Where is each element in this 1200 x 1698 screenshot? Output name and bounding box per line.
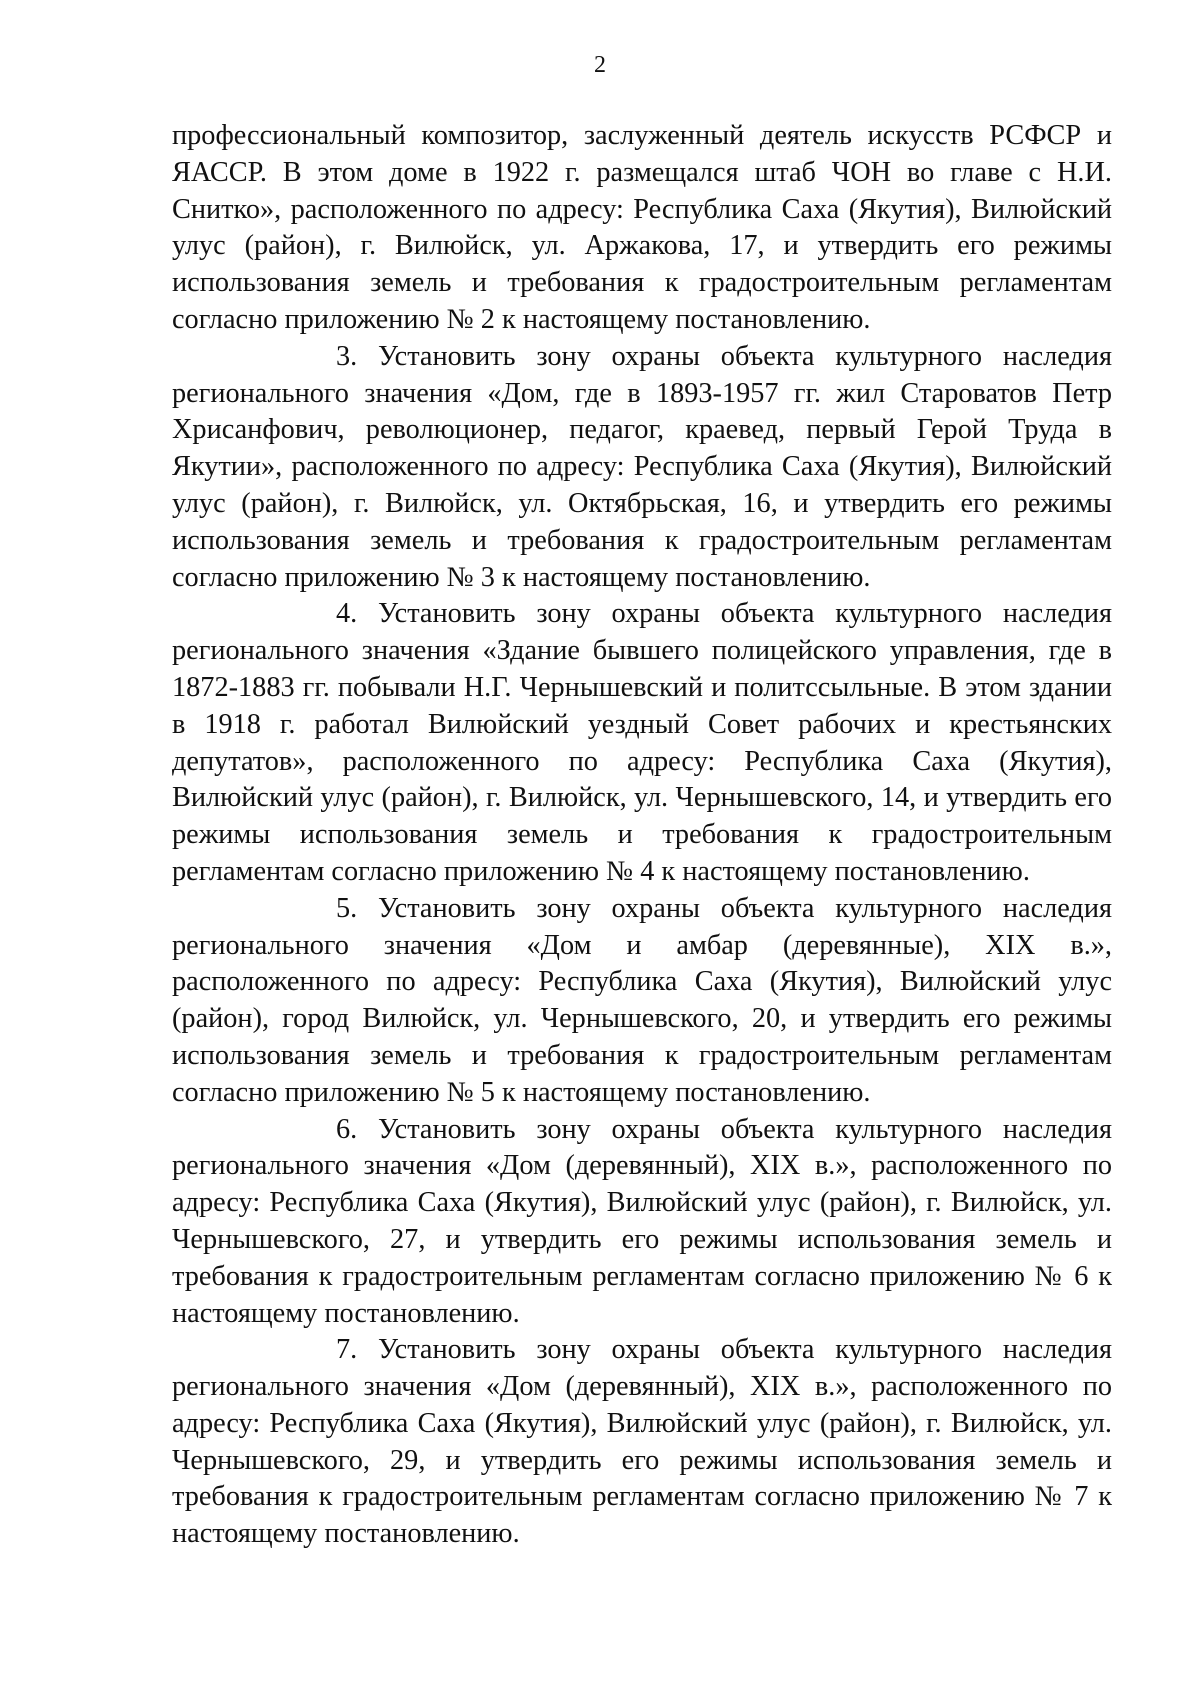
item-number: 5. bbox=[336, 892, 358, 924]
paragraph-item-3 bbox=[172, 339, 1112, 597]
paragraph-text: Установить зону охраны объекта культурного наследия регионального значения «Дом (деревянный), XIX в.», расположенного по адресу: Республика Саха (Якутия), Вилюйский улус (район), г. Вилюйск, ул. Чернышевского, 27, и утвердить его режимы использования земель и требования к градостроительным регламентам согласно приложению № 6 к настоящему постановлению. bbox=[172, 1113, 1112, 1329]
paragraph-item-7 bbox=[172, 1332, 1112, 1553]
paragraph-text: Установить зону охраны объекта культурного наследия регионального значения «Дом и амбар (деревянные), XIX в.», расположенного по адресу: Республика Саха (Якутия), Вилюйский улус (район), город Вилюйск, ул. Чернышевского, 20, и утвердить его режимы использования земель и требования к градостроительным регламентам согласно приложению № 5 к настоящему постановлению. bbox=[172, 892, 1112, 1108]
paragraph-item-5 bbox=[172, 891, 1112, 1112]
item-number: 7. bbox=[336, 1334, 358, 1366]
paragraph-text: Установить зону охраны объекта культурного наследия регионального значения «Здание бывшего полицейского управления, где в 1872-1883 гг. побывали Н.Г. Чернышевский и политссыльные. В этом здании в 1918 г. работал Вилюйский уездный Совет рабочих и крестьянских депутатов», расположенного по адресу: Республика Саха (Якутия), Вилюйский улус (район), г. Вилюйск, ул. Чернышевского, 14, и утвердить его режимы использования земель и требования к градостроительным регламентам согласно приложению № 4 к настоящему постановлению. bbox=[172, 598, 1112, 887]
paragraph-text: Установить зону охраны объекта культурного наследия регионального значения «Дом, где в 1893-1957 гг. жил Староватов Петр Хрисанфович, революционер, педагог, краевед, первый Герой Труда в Якутии», расположенного по адресу: Республика Саха (Якутия), Вилюйский улус (район), г. Вилюйск, ул. Октябрьская, 16, и утвердить его режимы использования земель и требования к градостроительным регламентам согласно приложению № 3 к настоящему постановлению. bbox=[172, 340, 1112, 593]
item-number: 3. bbox=[336, 340, 358, 372]
item-number: 6. bbox=[336, 1113, 358, 1145]
paragraph-text: профессиональный композитор, заслуженный деятель искусств РСФСР и ЯАССР. В этом доме в 1922 г. размещался штаб ЧОН во главе с Н.И. Снитко», расположенного по адресу: Республика Саха (Якутия), Вилюйский улус (район), г. Вилюйск, ул. Аржакова, 17, и утвердить его режимы использования земель и требования к градостроительным регламентам согласно приложению № 2 к настоящему постановлению. bbox=[172, 120, 1112, 335]
paragraph-continuation bbox=[172, 118, 1112, 339]
page-number: 2 bbox=[594, 52, 606, 78]
paragraph-text: Установить зону охраны объекта культурного наследия регионального значения «Дом (деревянный), XIX в.», расположенного по адресу: Республика Саха (Якутия), Вилюйский улус (район), г. Вилюйск, ул. Чернышевского, 29, и утвердить его режимы использования земель и требования к градостроительным регламентам согласно приложению № 7 к настоящему постановлению. bbox=[172, 1334, 1112, 1550]
document-body bbox=[172, 118, 1112, 1553]
paragraph-item-6 bbox=[172, 1112, 1112, 1333]
paragraph-item-4 bbox=[172, 596, 1112, 890]
item-number: 4. bbox=[336, 598, 358, 630]
